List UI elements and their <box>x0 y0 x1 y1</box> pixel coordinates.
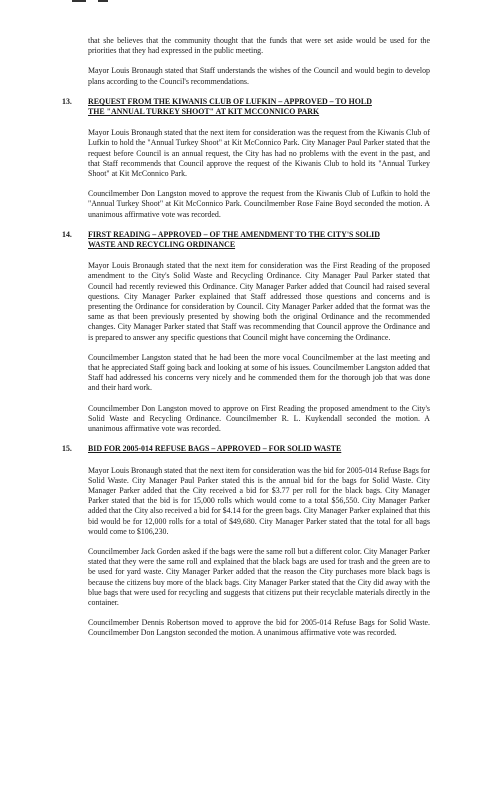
section-heading <box>62 230 430 250</box>
section-paragraph: Councilmember Jack Gorden asked if the bags were the same roll but a different color. City Manager Parker stated that they were the same roll and explained that the black bags are used for trash and the green are to be used for yard waste. City Manager Parker added that the reason the City purchases more black bags is because the citizens buy more of the black bags. City Manager Parker stated that the City did away with the blue bags that were used for recycling and suggests that citizens put their recyclable materials directly in the container. <box>88 546 430 607</box>
section-paragraph: Mayor Louis Bronaugh stated that the next item for consideration was the bid for 2005-014 Refuse Bags for Solid Waste. City Manager Paul Parker stated this is the annual bid for the bags for Solid Waste. City Manager Parker added that the City received a bid for $3.77 per roll for the black bags. City Manager Parker stated that the bid is for 15,000 rolls which would come to a total $56,550. City Manager Parker added that the City also received a bid for $4.14 for the green bags. City Manager Parker explained that this bid would be for 12,000 rolls for a total of $49,680. City Manager Parker stated that the total for all bags would come to $106,230. <box>88 465 430 536</box>
section-13 <box>62 97 430 220</box>
section-title: BID FOR 2005-014 REFUSE BAGS – APPROVED – FOR SOLID WASTE <box>88 444 342 454</box>
section-number: 15. <box>62 444 72 454</box>
section-paragraph: Councilmember Don Langston moved to approve the request from the Kiwanis Club of Lufkin to hold the "Annual Turkey Shoot" at Kit McConnico Park. Councilmember Rose Faine Boyd seconded the motion. A unanimous affirmative vote was recorded. <box>88 189 430 219</box>
page-top-mark <box>72 0 144 9</box>
section-paragraph: Councilmember Langston stated that he had been the more vocal Councilmember at the last meeting and that he appreciated Staff going back and looking at some of his issues. Councilmember Langston added that Staff had addressed his concerns very nicely and he commended them for the thorough job that was done and their hard work. <box>88 352 430 393</box>
section-heading <box>62 97 430 117</box>
section-title: FIRST READING – APPROVED – OF THE AMENDMENT TO THE CITY'S SOLID <box>88 229 380 239</box>
section-15 <box>62 444 430 638</box>
section-number: 14. <box>62 229 72 239</box>
section-paragraph: Mayor Louis Bronaugh stated that the next item for consideration was the First Reading of the proposed amendment to the City's Solid Waste and Recycling Ordinance. City Manager Paul Parker stated that Council had recently reviewed this Ordinance. City Manager Parker added that Council had raised several questions. City Manager Parker explained that Staff addressed those questions and concerns and is presenting the Ordinance for consideration by Council. City Manager Parker added that the format was the same as that been previously presented by showing both the original Ordinance and the recommended changes. City Manager Parker stated that Staff was recommending that Council approve the Ordinance and is prepared to answer any specific questions that Council might have concerning the Ordinance. <box>88 261 430 342</box>
section-title-continued: WASTE AND RECYCLING ORDINANCE <box>88 240 236 250</box>
intro-paragraph: that she believes that the community thought that the funds that were set aside would be used for the priorities that they had expressed in the public meeting. <box>88 36 430 56</box>
minutes-page <box>62 36 430 649</box>
section-number: 13. <box>62 96 72 106</box>
section-paragraph: Mayor Louis Bronaugh stated that the next item for consideration was the request from the Kiwanis Club of Lufkin to hold the "Annual Turkey Shoot" at Kit McConnico Park. City Manager Paul Parker stated that the request before Council is an annual request, the City has had no problems with the event in the past, and that Staff recommends that Council approve the request of the Kiwanis Club to hold its "Annual Turkey Shoot" at Kit McConnico Park. <box>88 128 430 179</box>
section-title: REQUEST FROM THE KIWANIS CLUB OF LUFKIN – APPROVED – TO HOLD <box>88 96 372 106</box>
section-paragraph: Councilmember Dennis Robertson moved to approve the bid for 2005-014 Refuse Bags for Solid Waste. Councilmember Don Langston seconded the motion. A unanimous affirmative vote was recorded. <box>88 618 430 638</box>
section-heading <box>62 444 430 454</box>
section-title-continued: THE "ANNUAL TURKEY SHOOT" AT KIT MCCONNICO PARK <box>88 107 320 117</box>
section-14 <box>62 230 430 434</box>
section-paragraph: Councilmember Don Langston moved to approve on First Reading the proposed amendment to the City's Solid Waste and Recycling Ordinance. Councilmember R. L. Kuykendall seconded the motion. A unanimous affirmative vote was recorded. <box>88 403 430 434</box>
intro-paragraph: Mayor Louis Bronaugh stated that Staff understands the wishes of the Council and would begin to develop plans according to the Council's recommendations. <box>88 66 430 86</box>
